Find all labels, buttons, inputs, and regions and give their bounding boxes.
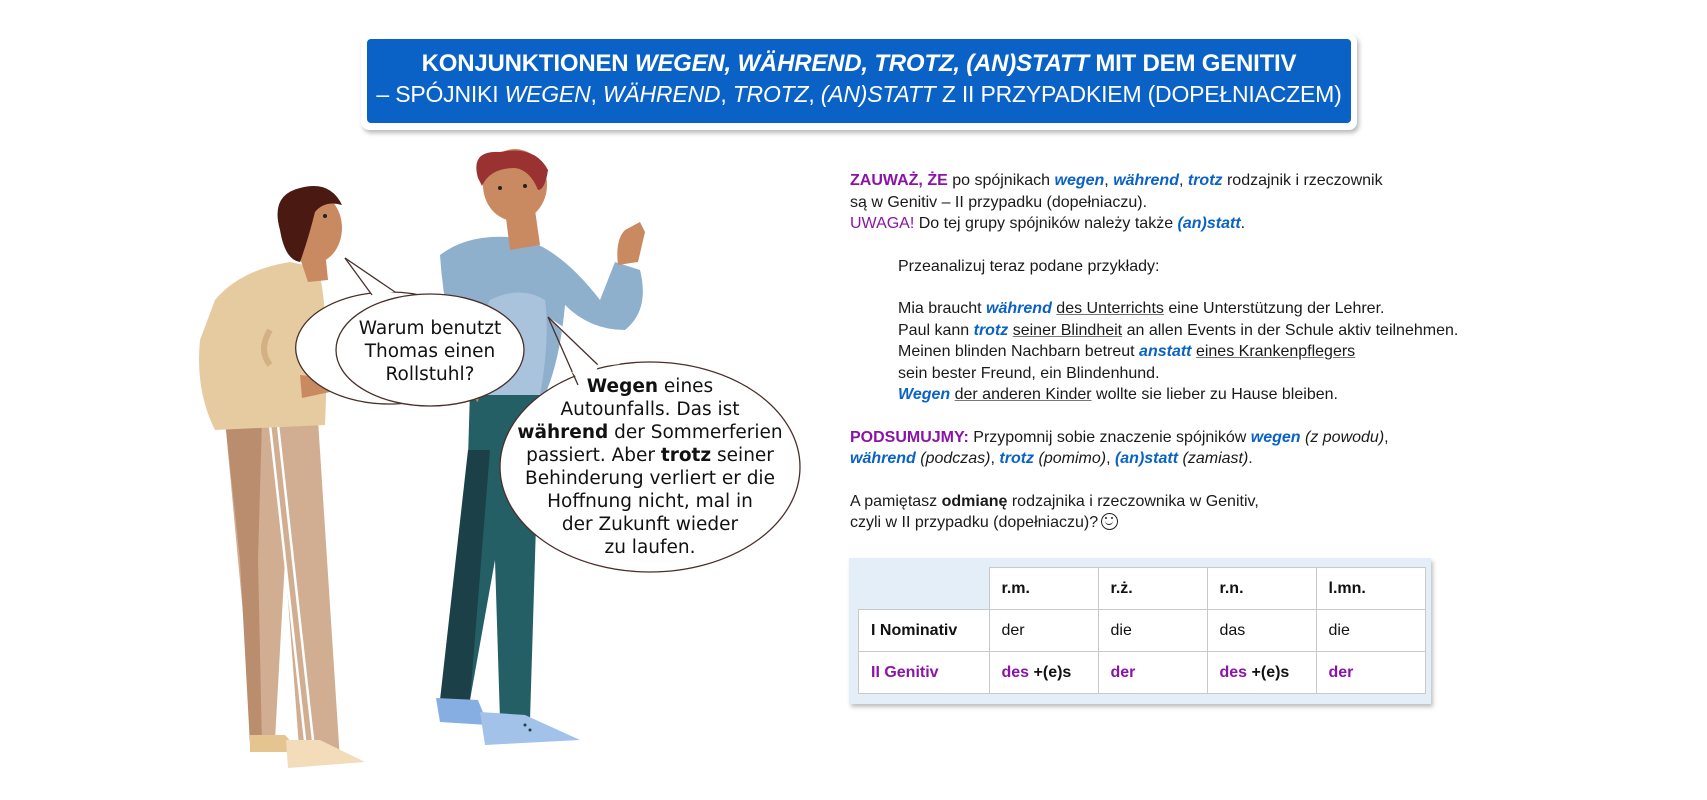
declension-table	[858, 567, 1426, 694]
bubble-line	[505, 444, 795, 467]
reminder-text: czyli w II przypadku (dopełniaczu)?	[850, 514, 1099, 531]
separator: ,	[1104, 172, 1114, 189]
example-text: wollte sie lieber zu Hause bleiben.	[1091, 386, 1338, 403]
bubble-line: der Zukunft wieder	[561, 514, 739, 535]
winking-smiley-icon	[1101, 513, 1118, 530]
reminder-text: rodzajnika i rzeczownika w Genitiv,	[1007, 492, 1259, 510]
declension-table-panel	[849, 558, 1431, 704]
note-paragraph	[850, 170, 1650, 235]
keyword-waehrend: während	[1113, 172, 1179, 189]
title-text: KONJUNKTIONEN	[421, 50, 635, 77]
example-text: sein bester Freund, ein Blindenhund.	[898, 364, 1160, 382]
bubble-text: seiner	[711, 445, 774, 466]
example-text: an allen Events in der Schule aktiv teilnehmen.	[1122, 321, 1459, 339]
bubble-line: Hoffnung nicht, mal in	[547, 491, 753, 512]
separator: ,	[1106, 450, 1115, 467]
table-cell: das	[1207, 610, 1316, 652]
example-text: Mia braucht	[898, 300, 987, 317]
note-text: są w Genitiv – II przypadku (dopełniaczu).	[850, 193, 1148, 211]
title-text: MIT DEM GENITIV	[1088, 50, 1297, 77]
table-cell: die	[1316, 610, 1425, 652]
keyword-trotz: trotz	[1187, 172, 1223, 189]
person-left	[199, 186, 365, 768]
keyword-anstatt: (an)statt	[1114, 450, 1179, 467]
suffix: +(e)s	[1029, 663, 1072, 681]
table-cell	[1316, 652, 1425, 694]
separator: ,	[590, 81, 603, 107]
bubble-answer-text	[505, 375, 795, 559]
meaning: (pomimo)	[1034, 450, 1107, 467]
meaning: (z powodu)	[1300, 428, 1385, 446]
explanation-column	[850, 170, 1650, 534]
header-plural: l.mn.	[1316, 568, 1425, 610]
reminder-emphasis: odmianę	[941, 492, 1008, 510]
table-row-genitiv	[859, 652, 1426, 694]
summary-label: PODSUMUJMY:	[850, 428, 969, 446]
reminder-text: A pamiętasz	[850, 492, 942, 510]
note-label: ZAUWAŻ, ŻE	[850, 172, 948, 189]
row-label: II Genitiv	[859, 652, 990, 694]
separator: ,	[1178, 172, 1188, 189]
article: des	[1219, 663, 1248, 681]
punctuation: .	[1240, 215, 1246, 232]
example-sentence	[898, 298, 1650, 320]
meaning: (zamiast)	[1178, 450, 1249, 467]
example-keyword: während	[986, 300, 1052, 317]
examples-block	[898, 256, 1650, 406]
note-text: rodzajnik i rzeczownik	[1222, 172, 1383, 189]
article: der	[1328, 663, 1354, 681]
example-text: Meinen blinden Nachbarn betreut	[898, 343, 1140, 360]
bubble-line: Autounfalls. Das ist	[560, 399, 740, 420]
example-genitive-phrase: des Unterrichts	[1056, 300, 1164, 317]
table-cell	[989, 652, 1098, 694]
example-keyword: Wegen	[898, 386, 951, 403]
example-sentence	[898, 320, 1650, 342]
subtitle-text: – SPÓJNIKI	[376, 81, 505, 107]
example-genitive-phrase: seiner Blindheit	[1012, 321, 1123, 339]
table-cell	[1207, 652, 1316, 694]
article: der	[1110, 663, 1136, 681]
subtitle-text: Z II PRZYPADKIEM (DOPEŁNIACZEM)	[935, 81, 1342, 107]
note-text: po spójnikach	[947, 172, 1055, 189]
warning-label: UWAGA!	[850, 215, 915, 232]
example-text: Paul kann	[898, 321, 974, 339]
title-conjunctions: WEGEN, WÄHREND, TROTZ, (AN)STATT	[634, 50, 1089, 77]
bubble-line: Thomas einen	[364, 341, 496, 362]
header-neuter: r.n.	[1207, 568, 1316, 610]
subtitle-conjunction: WEGEN	[504, 81, 591, 107]
keyword-waehrend: während	[850, 450, 916, 467]
example-genitive-phrase: der anderen Kinder	[954, 386, 1092, 403]
separator: ,	[808, 81, 821, 107]
bubble-line	[505, 375, 795, 398]
bubble-question-text	[345, 317, 515, 386]
example-genitive-phrase: eines Krankenpflegers	[1195, 343, 1356, 360]
examples-intro: Przeanalizuj teraz podane przykłady:	[898, 257, 1160, 275]
subtitle-conjunction: TROTZ	[732, 81, 809, 107]
example-keyword: trotz	[973, 321, 1009, 339]
table-cell	[1098, 652, 1207, 694]
separator: .	[1248, 450, 1253, 467]
table-corner	[859, 568, 990, 610]
warning-text: Do tej grupy spójników należy także	[914, 215, 1178, 232]
header-feminine: r.ż.	[1098, 568, 1207, 610]
keyword-wegen: wegen	[1250, 428, 1301, 446]
bubble-line: Behinderung verliert er die	[525, 468, 775, 489]
separator: ,	[990, 450, 1000, 467]
meaning: (podczas)	[915, 450, 991, 467]
keyword-wegen: wegen	[1054, 172, 1105, 189]
bubble-line: Warum benutzt	[358, 318, 502, 339]
header-masculine: r.m.	[989, 568, 1098, 610]
table-header-row	[859, 568, 1426, 610]
table-cell: der	[989, 610, 1098, 652]
keyword-trotz: trotz	[999, 450, 1035, 467]
article: des	[1001, 663, 1030, 681]
example-keyword: anstatt	[1139, 343, 1192, 360]
example-sentence	[898, 341, 1650, 363]
example-sentence	[898, 363, 1650, 385]
bubble-keyword: trotz	[660, 445, 712, 466]
example-text: eine Unterstützung der Lehrer.	[1163, 300, 1385, 317]
table-cell: die	[1098, 610, 1207, 652]
bubble-line: Rollstuhl?	[385, 364, 475, 385]
keyword-anstatt: (an)statt	[1177, 215, 1241, 232]
bubble-text: passiert. Aber	[526, 445, 661, 466]
subtitle-conjunction: (AN)STATT	[820, 81, 936, 107]
separator: ,	[1384, 428, 1389, 446]
bubble-text: eines	[658, 376, 714, 397]
summary-text: Przypomnij sobie znaczenie spójników	[968, 428, 1251, 446]
bubble-line	[505, 421, 795, 444]
summary-paragraph	[850, 427, 1650, 470]
bubble-text: der Sommerferien	[608, 422, 783, 443]
bubble-keyword: während	[517, 422, 609, 443]
bubble-keyword: Wegen	[586, 376, 659, 397]
example-sentence	[898, 384, 1650, 406]
bubble-line: zu laufen.	[604, 537, 696, 558]
separator: ,	[720, 81, 733, 107]
reminder-paragraph	[850, 491, 1650, 534]
row-label: I Nominativ	[859, 610, 990, 652]
subtitle-conjunction: WÄHREND	[602, 81, 721, 107]
table-row-nominativ	[859, 610, 1426, 652]
suffix: +(e)s	[1247, 663, 1290, 681]
